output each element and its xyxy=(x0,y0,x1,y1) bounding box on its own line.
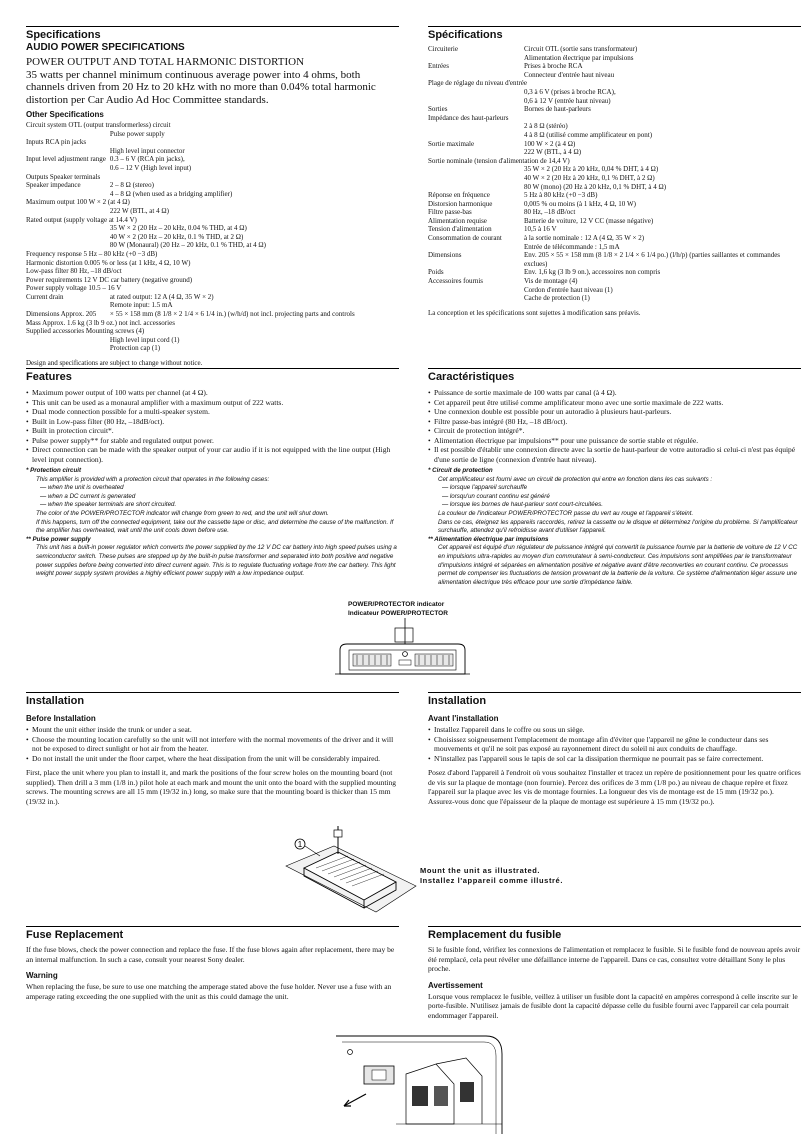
power-output-text: 35 watts per channel minimum continuous average power into 4 ohms, both channels driven from 20 Hz to 20 kHz with no more than 0.04% total harmonic distortion per Car Audio Ad Hoc Committee standards. xyxy=(26,68,376,106)
protection-line: La couleur de l'indicateur POWER/PROTECTOR passe du vert au rouge et l'appareil s'éteint. xyxy=(438,509,694,517)
spec-value: 4 à 8 Ω (utilisé comme amplificateur en pont) xyxy=(524,130,653,139)
spec-value: Batterie de voiture, 12 V CC (masse négative) xyxy=(524,216,654,225)
feature-item: • Puissance de sortie maximale de 100 watts par canal (à 4 Ω). xyxy=(428,388,801,398)
protection-line: — lorsque l'appareil surchauffe xyxy=(442,484,528,492)
spec-label: Sortie nominale (tension d'alimentation de 14,4 V) xyxy=(428,156,570,165)
avant-installation-heading: Avant l'installation xyxy=(428,714,499,723)
warning-heading: Warning xyxy=(26,971,58,980)
install-item: • Choose the mounting location carefully so the unit will not interfere with the normal movements of the driver and it will not be exposed to direct sunlight or hot air from the heater. xyxy=(26,735,399,754)
feature-item: • Cet appareil peut être utilisé comme amplificateur mono avec une sortie maximale de 222 watts. xyxy=(428,398,801,408)
features-fr-list xyxy=(428,388,801,464)
spec-label xyxy=(428,148,522,157)
install-fr-heading: Installation xyxy=(428,692,801,708)
features-fr-section xyxy=(428,368,801,587)
features-en-heading: Features xyxy=(26,368,399,384)
install-fr-section xyxy=(428,692,801,806)
spec-label: Frequency response 5 Hz – 80 kHz (+0 −3 dB) xyxy=(26,249,158,258)
feature-item: • Built in Low-pass filter (80 Hz, –18dB/oct). xyxy=(26,417,399,427)
specs-fr-note: La conception et les spécifications sont sujettes à modification sans préavis. xyxy=(428,308,641,317)
spec-label: Impédance des haut-parleurs xyxy=(428,113,509,122)
spec-label: Distorsion harmonique xyxy=(428,199,493,208)
install-item: • Do not install the unit under the floor carpet, where the heat dissipation from the unit will be considerably impaired. xyxy=(26,754,399,764)
spec-label: Dimensions xyxy=(428,251,462,260)
other-specs-heading: Other Specifications xyxy=(26,110,104,119)
specs-fr-section xyxy=(428,26,801,318)
protection-line: If this happens, turn off the connected equipment, take out the cassette tape or disc, and determine the cause of the malfunction. If the amplifier has overheated, wait until the unit cools down before use. xyxy=(36,518,394,535)
spec-label xyxy=(428,122,522,131)
fuse-en-paragraph: If the fuse blows, check the power connection and replace the fuse. If the fuse blows again after replacement, there may be an internal malfunction. In such a case, consult your nearest Sony dealer. xyxy=(26,945,395,964)
protection-fr-lines xyxy=(428,476,801,536)
spec-value: Bornes de haut-parleurs xyxy=(524,105,591,114)
spec-value: Cordon d'entrée haut niveau (1) xyxy=(524,285,613,294)
spec-value: High level input connector xyxy=(109,146,185,155)
install-en-heading: Installation xyxy=(26,692,399,708)
feature-item: • Maximum power output of 100 watts per channel (at 4 Ω). xyxy=(26,388,399,398)
spec-value: 0,005 % ou moins (à 1 kHz, 4 Ω, 10 W) xyxy=(524,199,636,208)
spec-label: Filtre passe-bas xyxy=(428,208,472,217)
spec-label xyxy=(428,88,522,97)
spec-label xyxy=(26,130,106,139)
feature-item: • Built in protection circuit*. xyxy=(26,426,399,436)
spec-value: Prises à broche RCA xyxy=(524,62,583,71)
feature-item: • Filtre passe-bas intégré (80 Hz, –18 dB/oct). xyxy=(428,417,801,427)
specs-fr-heading: Spécifications xyxy=(428,26,801,42)
spec-value: 100 W × 2 (à 4 Ω) xyxy=(524,139,576,148)
mounting-illustration xyxy=(286,826,416,916)
protection-line: — lorsqu'un courant continu est généré xyxy=(442,492,550,500)
spec-value: 35 W × 2 (20 Hz à 20 kHz, 0,04 % DHT, à 4 Ω) xyxy=(524,165,659,174)
install-item: • N'installez pas l'appareil sous le tapis de sol car la dissipation thermique ne pourrait pas se faire correctement. xyxy=(428,754,801,764)
spec-value: Remote input: 1.5 mA xyxy=(109,301,173,310)
audio-power-heading: AUDIO POWER SPECIFICATIONS xyxy=(26,42,185,53)
feature-item: • Une connexion double est possible pour un autoradio à plusieurs haut-parleurs. xyxy=(428,407,801,417)
feature-item: • This unit can be used as a monaural amplifier with a maximum output of 222 watts. xyxy=(26,398,399,408)
spec-label: Low-pass filter 80 Hz, –18 dB/oct xyxy=(26,267,122,276)
avertissement-text: Lorsque vous remplacez le fusible, veillez à utiliser un fusible dont la capacité en ampères correspond à celle inscrite sur le porte-fusible. N'utilisez jamais de fusible dont la capacité dépasse celle du fusible fourni avec l'appareil car cela pourrait endommager l'appareil. xyxy=(428,991,798,1020)
spec-value: 80 W (mono) (20 Hz à 20 kHz, 0,1 % DHT, à 4 Ω) xyxy=(524,182,667,191)
spec-label: Consommation de courant xyxy=(428,234,502,243)
spec-value: 40 W × 2 (20 Hz à 20 kHz, 0,1 % DHT, à 2 Ω) xyxy=(524,173,655,182)
protection-lines xyxy=(26,476,399,536)
spec-value: 5 Hz à 80 kHz (+0 −3 dB) xyxy=(524,191,598,200)
install-en-paragraph: First, place the unit where you plan to install it, and mark the positions of the four screw holes on the mounting board (not supplied). Then drill a 3 mm (1/8 in.) pilot hole at each mark and mount the unit onto the board with the supplied mounting screws. The mounting screws are all 15 mm (19/32 in.) long, so make sure that the mounting board is thicker than 15 mm (19/32 in.). xyxy=(26,768,397,806)
protection-line: — when the unit is overheated xyxy=(40,484,124,492)
install-en-section xyxy=(26,692,399,806)
spec-label xyxy=(428,243,522,252)
spec-value: 0,3 à 6 V (prises à broche RCA), xyxy=(524,87,616,96)
spec-value: 40 W × 2 (20 Hz – 20 kHz, 0.1 % THD, at 2 Ω) xyxy=(109,232,244,241)
spec-value: × 55 × 158 mm (8 1/8 × 2 1/4 × 6 1/4 in.) (w/h/d) not incl. projecting parts and controls xyxy=(109,310,355,319)
spec-label: Circuiterie xyxy=(428,45,458,53)
feature-item: • Pulse power supply** for stable and regulated output power. xyxy=(26,436,399,446)
avertissement-heading: Avertissement xyxy=(428,980,483,990)
spec-label: Réponse en fréquence xyxy=(428,191,490,200)
protection-heading xyxy=(26,467,399,476)
features-en-section xyxy=(26,368,399,579)
fuse-illustration xyxy=(336,1024,506,1134)
pulse-heading: ** Pulse power supply xyxy=(26,535,91,543)
protection-line: — when a DC current is generated xyxy=(40,492,136,500)
specs-en-note: Design and specifications are subject to change without notice. xyxy=(26,359,203,368)
spec-label xyxy=(26,301,106,310)
amplifier-front-illustration xyxy=(335,618,470,680)
indicator-label-en: POWER/PROTECTOR indicator xyxy=(348,601,445,608)
spec-value: 0.3 – 6 V (RCA pin jacks), xyxy=(109,155,185,164)
spec-label xyxy=(26,336,106,345)
pulse-fr-heading: ** Alimentation électrique par impulsions xyxy=(428,535,549,543)
spec-label: Rated output (supply voltage at 14.4 V) xyxy=(26,215,137,224)
callout-1-number: 1 xyxy=(297,840,303,849)
spec-value: 10,5 à 16 V xyxy=(524,225,557,234)
specs-en-section xyxy=(26,26,399,368)
spec-label: Alimentation requise xyxy=(428,216,487,225)
spec-label xyxy=(428,165,522,174)
spec-label: Maximum output 100 W × 2 (at 4 Ω) xyxy=(26,198,130,207)
spec-label: Circuit system OTL (output transformerless) circuit xyxy=(26,121,171,129)
spec-label: Entrées xyxy=(428,62,449,71)
spec-value: Env. 205 × 55 × 158 mm (8 1/8 × 2 1/4 × 6 1/4 po.) (l/h/p) (parties saillantes et commandes exclues) xyxy=(524,251,781,268)
spec-label: Input level adjustment range xyxy=(26,155,106,164)
power-output-title: POWER OUTPUT AND TOTAL HARMONIC DISTORTION xyxy=(26,56,305,68)
spec-label: Plage de réglage du niveau d'entrée xyxy=(428,79,528,88)
spec-value: Entrée de télécommande : 1,5 mA xyxy=(524,242,620,251)
install-en-list xyxy=(26,725,399,763)
install-item: • Choisissez soigneusement l'emplacement de montage afin d'éviter que l'appareil ne gêne le conducteur dans ses mouvements et qu'il ne soit pas exposé au rayonnement direct du soleil ni aux conduits de chauffage. xyxy=(428,735,801,754)
spec-value: 2 à 8 Ω (stéréo) xyxy=(524,122,568,131)
spec-label: Supplied accessories Mounting screws (4) xyxy=(26,327,145,336)
spec-value: High level input cord (1) xyxy=(109,335,180,344)
mount-caption-fr: Installez l'appareil comme illustré. xyxy=(420,876,564,885)
spec-label: Tension d'alimentation xyxy=(428,225,492,234)
spec-value: 2 – 8 Ω (stereo) xyxy=(109,181,154,190)
install-item: • Mount the unit either inside the trunk or under a seat. xyxy=(26,725,399,735)
protection-line: Dans ce cas, éteignez les appareils raccordés, retirez la cassette ou le disque et déterminez l'origine du problème. Si l'amplificateur surchauffe, attendez qu'il refroidisse avant d'utiliser l'appareil. xyxy=(438,518,798,535)
spec-label xyxy=(26,344,106,353)
install-fr-paragraph: Posez d'abord l'appareil à l'endroit où vous souhaitez l'installer et tracez un repère de positionnement pour les quatre orifices de vis sur la plaque de montage (non fournie). Percez des orifices de 3 mm (1/8 po.) au niveau de chaque repère et fixez l'appareil sur la plaque avec les vis de montage fournies. La longueur des vis de montage est de 15 mm (19/32 po.). Assurez-vous donc que l'épaisseur de la plaque de montage est supérieure à 15 mm (19/32 po.). xyxy=(428,768,801,806)
features-fr-heading: Caractéristiques xyxy=(428,368,801,384)
spec-label: Poids xyxy=(428,268,444,277)
feature-item: • Il est possible d'établir une connexion directe avec la sortie de haut-parleur de votre autoradio si celui-ci n'est pas équipé d'une sortie de ligne (connexion d'entrée haut niveau). xyxy=(428,445,801,464)
spec-label: Harmonic distortion 0.005 % or less (at 1 kHz, 4 Ω, 10 W) xyxy=(26,258,191,267)
protection-line: The color of the POWER/PROTECTOR indicator will change from green to red, and the unit will shut down. xyxy=(36,509,329,517)
pulse-fr-text: Cet appareil est équipé d'un régulateur de puissance intégré qui convertit la puissance fournie par la batterie de voiture de 12 V CC en impulsions ultra-rapides au moyen d'un commutateur à semi-conducteur. Ces impulsions sont amplifiées par le transformateur d'impulsions intégré et séparées en alimentation positive et négative avant d'être reconverties en courant continu. Ce processus permet de compenser les fluctuations de tension provenant de la batterie de la voiture. Ce système d'alimentation léger assure une alimentation électrique très efficace pour une sortie d'impédance faible. xyxy=(438,544,798,586)
feature-item: • Dual mode connection possible for a multi-speaker system. xyxy=(26,407,399,417)
fuse-fr-paragraph: Si le fusible fond, vérifiez les connexions de l'alimentation et remplacez le fusible. Si le fusible fond de nouveau après avoir été remplacé, cela peut révéler une défaillance interne de l'appareil. Dans ce cas, consultez votre détaillant Sony le plus proche. xyxy=(428,945,801,973)
spec-label xyxy=(428,174,522,183)
fuse-en-heading: Fuse Replacement xyxy=(26,926,399,942)
spec-value: 80 W (Monaural) (20 Hz – 20 kHz, 0.1 % THD, at 4 Ω) xyxy=(109,241,266,250)
spec-label: Sortie maximale xyxy=(428,139,475,148)
spec-label: Outputs Speaker terminals xyxy=(26,172,101,181)
protection-fr-heading: * Circuit de protection xyxy=(428,467,493,474)
protection-line: This amplifier is provided with a protection circuit that operates in the following cases: xyxy=(36,475,270,483)
spec-value: Circuit OTL (sortie sans transformateur) xyxy=(524,45,638,53)
spec-value: Vis de montage (4) xyxy=(524,277,578,286)
spec-value: Alimentation électrique par impulsions xyxy=(524,53,634,62)
spec-label xyxy=(428,131,522,140)
spec-label xyxy=(428,183,522,192)
before-installation-heading: Before Installation xyxy=(26,714,96,723)
protection-heading-text: * Protection circuit xyxy=(26,467,82,474)
spec-value: à la sortie nominale : 12 A (4 Ω, 35 W × 2) xyxy=(524,234,645,243)
spec-label: Accessoires fournis xyxy=(428,277,484,286)
warning-text: When replacing the fuse, be sure to use one matching the amperage stated above the fuse holder. Never use a fuse with an amperage rating exceeding the one supplied with the unit as this could damage the unit. xyxy=(26,982,392,1001)
pulse-text: This unit has a built-in power regulator which converts the power supplied by the 12 V DC car battery into high speed pulses using a semiconductor switch. These pulses are stepped up by the built-in pulse transformer and separated into both positive and negative power supplies before being converted into direct current again. This is to regulate fluctuating voltage from the car battery. This light weight power supply system provides a highly efficient power supply with a low impedance output. xyxy=(36,544,397,578)
spec-label xyxy=(26,164,106,173)
install-fr-list xyxy=(428,725,801,763)
fuse-en-section xyxy=(26,926,399,1001)
feature-item: • Direct connection can be made with the speaker output of your car audio if it is not equipped with the line output (High level input connection). xyxy=(26,445,399,464)
spec-label: Speaker impedance xyxy=(26,181,81,190)
spec-label: Dimensions Approx. 205 xyxy=(26,310,97,319)
protection-line: Cet amplificateur est fourni avec un circuit de protection qui entre en fonction dans les cas suivants : xyxy=(438,475,713,483)
specs-en-heading: Specifications xyxy=(26,26,399,42)
spec-label xyxy=(26,224,106,233)
spec-value: Pulse power supply xyxy=(109,129,165,138)
spec-value: 0,6 à 12 V (entrée haut niveau) xyxy=(524,96,611,105)
spec-label: Power supply voltage 10.5 – 16 V xyxy=(26,284,122,293)
indicator-label-fr: Indicateur POWER/PROTECTOR xyxy=(348,610,448,617)
spec-label: Mass Approx. 1.6 kg (3 lb 9 oz.) not incl. accessories xyxy=(26,318,175,327)
spec-label xyxy=(26,207,106,216)
protection-line: — lorsque les bornes de haut-parleur sont court-circuitées. xyxy=(442,501,603,509)
spec-label: Inputs RCA pin jacks xyxy=(26,138,87,147)
spec-label xyxy=(428,294,522,303)
specs-fr-table xyxy=(428,45,801,303)
spec-label: Sorties xyxy=(428,105,448,114)
spec-label xyxy=(428,71,522,80)
features-en-list xyxy=(26,388,399,464)
spec-value: 222 W (BTL, at 4 Ω) xyxy=(109,206,169,215)
protection-line: — when the speaker terminals are short circuited. xyxy=(40,501,177,509)
spec-value: Cache de protection (1) xyxy=(524,294,590,303)
spec-value: at rated output: 12 A (4 Ω, 35 W × 2) xyxy=(109,292,214,301)
spec-label xyxy=(26,241,106,250)
spec-value: 4 – 8 Ω (when used as a bridging amplifier) xyxy=(109,189,233,198)
specs-en-table xyxy=(26,121,399,353)
spec-value: Env. 1,6 kg (3 lb 9 on.), accessoires non compris xyxy=(524,268,661,277)
fuse-fr-heading: Remplacement du fusible xyxy=(428,926,801,942)
spec-value: 35 W × 2 (20 Hz – 20 kHz, 0.04 % THD, at 4 Ω) xyxy=(109,224,247,233)
spec-value: Protection cap (1) xyxy=(109,344,161,353)
spec-label xyxy=(428,97,522,106)
spec-label: Current drain xyxy=(26,292,64,301)
fuse-fr-section xyxy=(428,926,801,1020)
spec-label xyxy=(26,190,106,199)
spec-value: 222 W (BTL, à 4 Ω) xyxy=(524,148,582,157)
spec-value: 80 Hz, –18 dB/oct xyxy=(524,208,576,217)
install-item: • Installez l'appareil dans le coffre ou sous un siège. xyxy=(428,725,801,735)
indicator-led-icon xyxy=(348,1050,353,1055)
spec-label xyxy=(428,286,522,295)
feature-item: • Alimentation électrique par impulsions** pour une puissance de sortie stable et régulée. xyxy=(428,436,801,446)
spec-label: Power requirements 12 V DC car battery (negative ground) xyxy=(26,275,193,284)
mount-caption-en: Mount the unit as illustrated. xyxy=(420,866,541,875)
spec-value: Connecteur d'entrée haut niveau xyxy=(524,70,615,79)
spec-label xyxy=(26,147,106,156)
spec-label xyxy=(26,233,106,242)
feature-item: • Circuit de protection intégré*. xyxy=(428,426,801,436)
spec-label xyxy=(428,54,522,63)
spec-value: 0.6 – 12 V (High level input) xyxy=(109,163,192,172)
